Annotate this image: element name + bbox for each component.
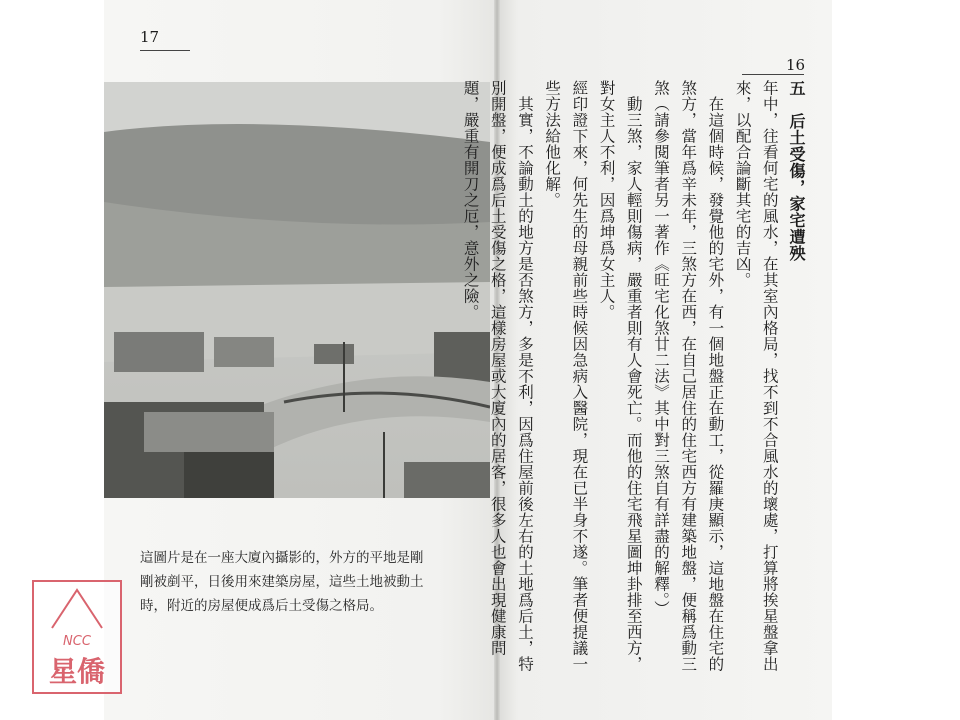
construction-site-photo (104, 82, 490, 498)
section-heading: 五 后土受傷，家宅遭殃 (787, 80, 806, 262)
caption-line: 時，附近的房屋便成爲后土受傷之格局。 (140, 598, 383, 614)
photo-illustration (104, 82, 490, 498)
photo-caption (140, 546, 440, 618)
right-header-rule (742, 74, 804, 75)
paragraph: 動三煞，家人輕則傷病，嚴重者則有人會死亡。而他的住宅飛星圖坤卦排至西方，對女主人不利，因爲坤爲女主人。 (597, 80, 643, 672)
caption-line: 剛被剷平，日後用來建築房屋，這些土地被動土 (140, 574, 424, 590)
ncc-watermark-stamp (32, 580, 122, 694)
paragraph: 年中，往看何宅的風水，在其室內格局，找不到不合風水的壞處，打算將挨星盤拿出來，以配合論斷其宅的吉凶。 (733, 80, 779, 672)
caption-line: 這圖片是在一座大廈內攝影的，外方的平地是剛 (140, 550, 424, 566)
right-page-body-text (456, 80, 810, 680)
paragraph: 在這個時候，發覺他的宅外，有一個地盤正在動工，從羅庚顯示，這地盤在住宅的煞方，當年爲辛未年，三煞方在西，在自己居住的住宅西方有建築地盤，便稱爲動三煞（請參閱筆者另一著作《旺宅化煞廿二法》其中對三煞自有詳盡的解釋。） (651, 80, 725, 672)
stamp-chinese-text: 星僑 (48, 655, 105, 688)
left-page-number: 17 (140, 28, 160, 46)
stamp-english-text: NCC (63, 634, 91, 649)
right-page-number: 16 (786, 56, 806, 74)
paragraph: 經印證下來，何先生的母親前些時候因急病入醫院，現在已半身不遂。筆者便提議一些方法給他化解。 (543, 80, 589, 672)
triangle-logo-icon (34, 582, 120, 634)
left-header-rule (140, 50, 190, 51)
paragraph: 其實，不論動土的地方是否煞方，多是不利，因爲住屋前後左右的土地爲后土，特別開盤，便成爲后土受傷之格，這樣房屋或大廈內的居客，很多人也會出現健康問題，嚴重有開刀之厄，意外之險。 (461, 80, 534, 672)
